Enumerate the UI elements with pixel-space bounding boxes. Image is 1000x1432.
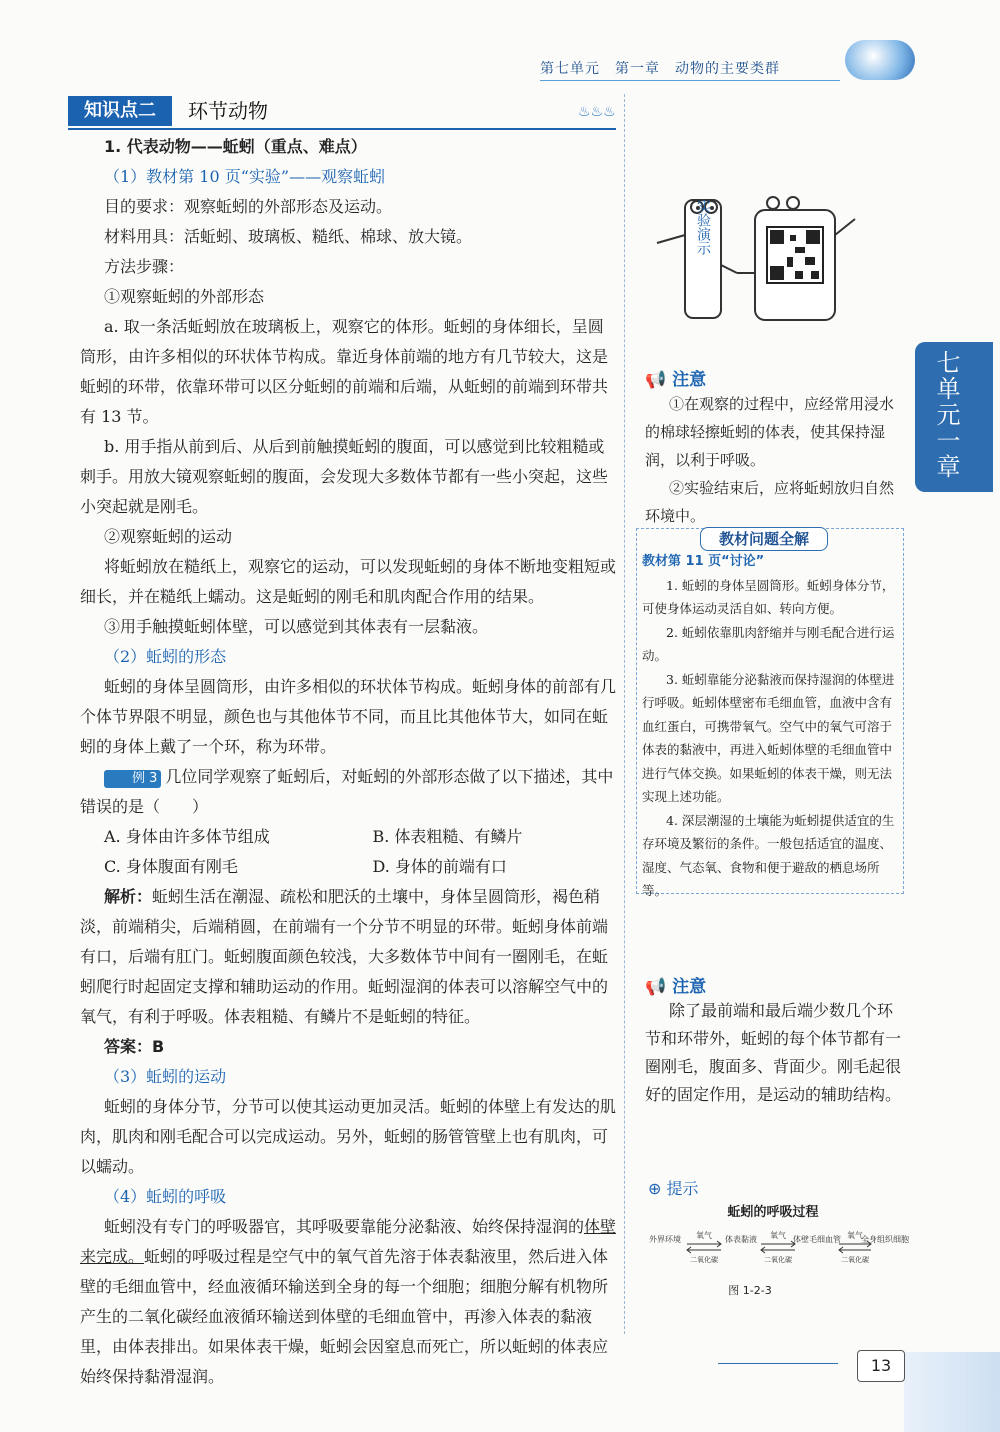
label-co2: 二氧化碳 xyxy=(841,1256,869,1264)
heading-1: 1. 代表动物——蚯蚓（重点、难点） xyxy=(104,137,367,156)
paragraph: 方法步骤： xyxy=(104,257,185,276)
note-box-1 xyxy=(645,365,907,530)
label-co2: 二氧化碳 xyxy=(764,1256,792,1264)
footer-rule xyxy=(718,1363,838,1364)
section-title: 环节动物 xyxy=(188,99,268,123)
megaphone-icon: 📢 xyxy=(645,977,667,997)
analysis-label: 解析： xyxy=(104,887,153,906)
note-title: 📢 注意 xyxy=(645,370,707,390)
section-badge: 知识点二 xyxy=(68,96,172,126)
book-logo-icon xyxy=(845,40,915,80)
note-body: ①在观察的过程中，应经常用浸水的棉球轻擦蚯蚓的体表，使其保持湿润，以利于呼吸。 ②实验结束后，应将蚯蚓放归自然环境中。 xyxy=(645,395,895,525)
subheading-3: （3）蚯蚓的运动 xyxy=(104,1067,227,1086)
side-tab-unit: 七单元 xyxy=(932,350,960,428)
note-box-2 xyxy=(645,972,907,1109)
option-c: C. 身体腹面有刚毛 xyxy=(104,857,238,876)
underlined-text: 体壁来完成。 xyxy=(80,1217,617,1266)
target-icon: ⊕ xyxy=(648,1179,662,1198)
node-mucus: 体表黏液 xyxy=(725,1235,757,1244)
chapter-side-tab xyxy=(915,342,993,492)
respiration-diagram xyxy=(645,1198,909,1308)
paragraph: 目的要求：观察蚯蚓的外部形态及运动。 xyxy=(104,197,393,216)
paragraph: ①观察蚯蚓的外部形态 xyxy=(104,287,265,306)
mascot-label: 实验演示 xyxy=(695,199,711,255)
node-capillary: 体壁毛细血管 xyxy=(793,1235,841,1244)
hint-title: ⊕ 提示 xyxy=(648,1179,699,1198)
example-question xyxy=(80,762,617,822)
note-title: 📢 注意 xyxy=(645,977,707,997)
node-cells: 全身组织细胞 xyxy=(861,1235,909,1244)
paragraph: 蚯蚓的身体呈圆筒形，由许多相似的环状体节构成。蚯蚓身体的前部有几个体节界限不明显，颜色也与其他体节不同，而且比其他体节大，如同在蚯蚓的身体上戴了一个环，称为环带。 xyxy=(80,677,617,756)
subheading-4: （4）蚯蚓的呼吸 xyxy=(104,1187,227,1206)
figure-title: 蚯蚓的呼吸过程 xyxy=(727,1205,819,1220)
paragraph: 将蚯蚓放在糙纸上，观察它的运动，可以发现蚯蚓的身体不断地变粗短或细长，并在糙纸上蠕动。这是蚯蚓的刚毛和肌肉配合作用的结果。 xyxy=(80,557,617,606)
footer-band xyxy=(904,1352,1000,1432)
analysis xyxy=(80,882,617,1032)
arrow-right xyxy=(687,1241,721,1247)
option-b: B. 体表粗糙、有鳞片 xyxy=(372,827,523,846)
figure-caption: 图 1-2-3 xyxy=(728,1284,772,1297)
qa-item: 3. 蚯蚓靠能分泌黏液而保持湿润的体壁进行呼吸。蚯蚓体壁密布毛细血管，血液中含有血红蛋白，可携带氧气。空气中的氧气可溶于体表的黏液中，再进入蚯蚓体壁的毛细血管中进行气体交换。如果蚯蚓的体表干燥，则无法实现上述功能。 xyxy=(642,671,895,804)
option-d: D. 身体的前端有口 xyxy=(372,857,507,876)
label-oxygen: 氧气 xyxy=(696,1231,712,1240)
paragraph: ③用手触摸蚯蚓体壁，可以感觉到其体表有一层黏液。 xyxy=(104,617,489,636)
section-rule xyxy=(68,128,616,130)
options-row xyxy=(80,822,617,852)
main-column xyxy=(80,132,617,1392)
label-co2: 二氧化碳 xyxy=(690,1256,718,1264)
subheading-2: （2）蚯蚓的形态 xyxy=(104,647,227,666)
options-row xyxy=(80,852,617,882)
node-outside: 外界环境 xyxy=(649,1235,681,1244)
difficulty-icon: ♨♨♨ xyxy=(578,104,616,120)
example-badge: 例 3 xyxy=(104,770,161,788)
paragraph: 蚯蚓的身体分节，分节可以使其运动更加灵活。蚯蚓的体壁上有发达的肌肉，肌肉和刚毛配合可以完成运动。另外，蚯蚓的肠管管壁上也有肌肉，可以蠕动。 xyxy=(80,1097,617,1176)
example-text: 几位同学观察了蚯蚓后，对蚯蚓的外部形态做了以下描述，其中错误的是（ ） xyxy=(80,767,614,816)
qa-box-body xyxy=(642,550,898,903)
arrow-left xyxy=(761,1247,795,1253)
qa-item: 2. 蚯蚓依靠肌肉舒缩并与刚毛配合进行运动。 xyxy=(642,624,895,663)
qa-subtitle: 教材第 11 页“讨论” xyxy=(642,554,765,569)
analysis-text: 蚯蚓生活在潮湿、疏松和肥沃的土壤中，身体呈圆筒形，褐色稍淡，前端稍尖，后端稍圆，在前端有一个分节不明显的环带。蚯蚓身体前端有口，后端有肛门。蚯蚓腹面颜色较浅，大多数体节中间有一圈刚毛，在蚯蚓爬行时起固定支撑和辅助运动的作用。蚯蚓湿润的体表可以溶解空气中的氧气，有利于呼吸。体表粗糙、有鳞片不是蚯蚓的特征。 xyxy=(80,887,609,1026)
arrow-left xyxy=(687,1247,721,1253)
megaphone-icon: 📢 xyxy=(645,370,667,390)
paragraph: a. 取一条活蚯蚓放在玻璃板上，观察它的体形。蚯蚓的身体细长，呈圆筒形，由许多相似的环状体节构成。靠近身体前端的地方有几节较大，这是蚯蚓的环带，依靠环带可以区分蚯蚓的前端和后端，从蚯蚓的前端到环带共有 13 节。 xyxy=(80,317,609,426)
mascot-qr-illustration xyxy=(645,185,870,335)
qa-item: 4. 深层潮湿的土壤能为蚯蚓提供适宜的生存环境及繁衍的条件。一般包括适宜的温度、湿度、气态氧、食物和便于避敌的栖息场所等。 xyxy=(642,812,895,898)
label-oxygen: 氧气 xyxy=(770,1231,786,1240)
paragraph: 蚯蚓没有专门的呼吸器官，其呼吸要靠能分泌黏液、始终保持湿润的体壁来完成。蚯蚓的呼吸过程是空气中的氧气首先溶于体表黏液里，然后进入体壁的毛细血管中，经血液循环输送到全身的每一个细胞；细胞分解有机物所产生的二氧化碳经血液循环输送到体壁的毛细血管中，再渗入体表的黏液里，由体表排出。如果体表干燥，蚯蚓会因窒息而死亡，所以蚯蚓的体表应始终保持黏滑湿润。 xyxy=(80,1217,617,1386)
running-header: 第七单元 第一章 动物的主要类群 xyxy=(540,61,780,77)
subheading-1: （1）教材第 10 页“实验”——观察蚯蚓 xyxy=(104,167,386,186)
qa-box-title: 教材问题全解 xyxy=(700,527,828,551)
note-body: 除了最前端和最后端少数几个环节和环带外，蚯蚓的每个体节都有一圈刚毛，腹面多、背面少。刚毛起很好的固定作用，是运动的辅助结构。 xyxy=(645,1001,902,1104)
qa-item: 1. 蚯蚓的身体呈圆筒形。蚯蚓身体分节，可使身体运动灵活自如、转向方便。 xyxy=(642,577,895,616)
option-a: A. 身体由许多体节组成 xyxy=(104,827,270,846)
answer: 答案：B xyxy=(104,1037,165,1056)
paragraph: 材料用具：活蚯蚓、玻璃板、糙纸、棉球、放大镜。 xyxy=(104,227,473,246)
side-tab-chapter: 一章 xyxy=(932,428,960,480)
header-rule xyxy=(540,80,840,81)
page-number: 13 xyxy=(857,1350,905,1382)
column-divider xyxy=(624,94,626,1334)
label-oxygen: 氧气 xyxy=(847,1231,863,1240)
arrow-right xyxy=(761,1241,795,1247)
paragraph: b. 用手指从前到后、从后到前触摸蚯蚓的腹面，可以感觉到比较粗糙或刺手。用放大镜观察蚯蚓的腹面，会发现大多数体节都有一些小突起，这些小突起就是刚毛。 xyxy=(80,437,609,516)
paragraph: ②观察蚯蚓的运动 xyxy=(104,527,233,546)
arrow-left xyxy=(839,1247,871,1253)
